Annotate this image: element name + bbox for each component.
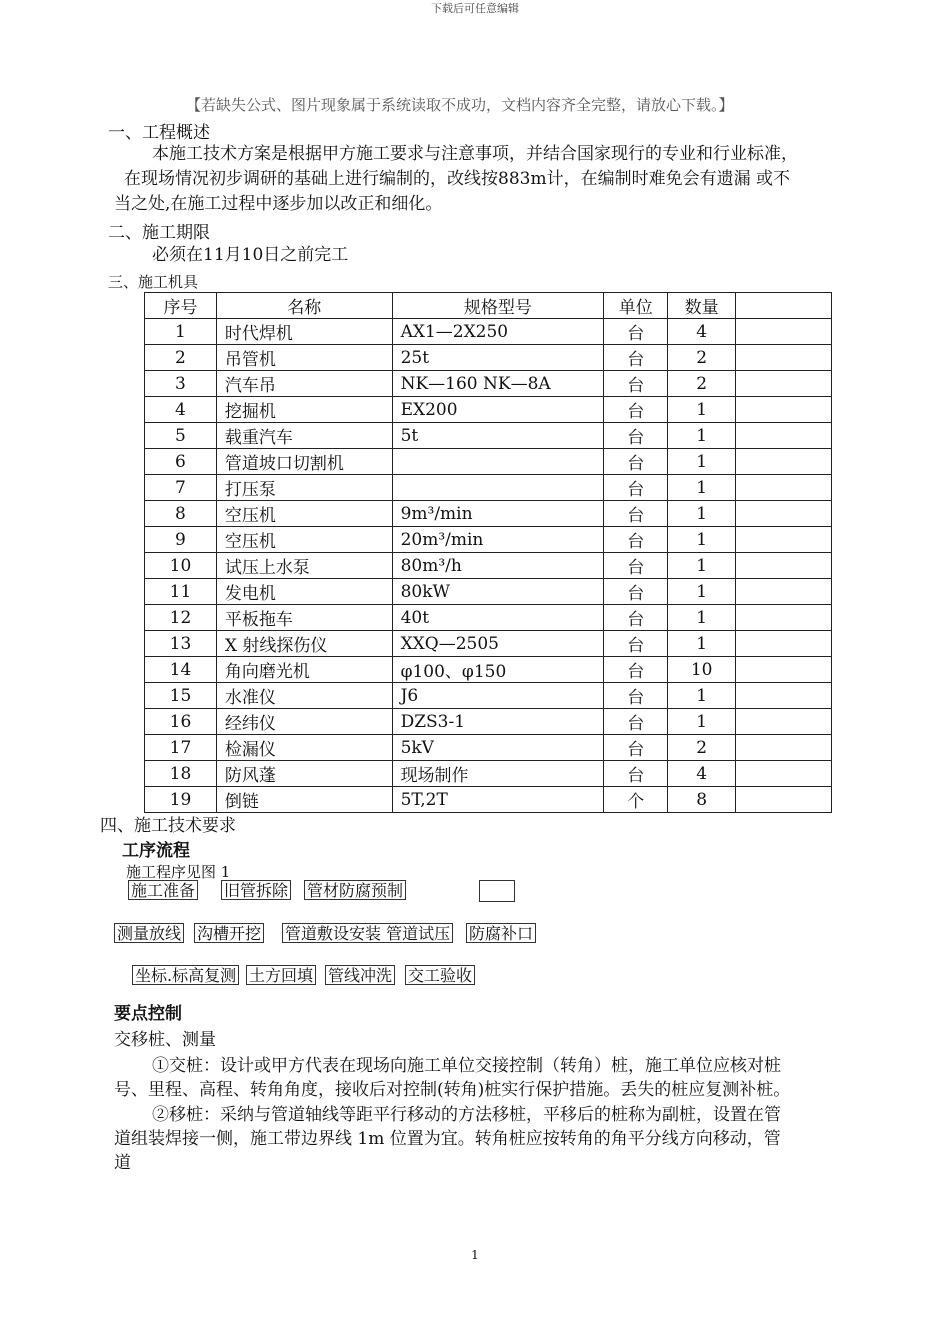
flow-box-backfill: 土方回填 — [246, 965, 316, 985]
overview-line-3: 当之处,在施工过程中逐步加以改正和细化。 — [114, 194, 443, 214]
cell-blank — [736, 631, 832, 657]
pile-move-line-2: 道组装焊接一侧，施工带边界线 1m 位置为宜。转角桩应按转角的角平分线方向移动，管 — [114, 1129, 781, 1149]
pile-handover-line-1: ①交桩：设计或甲方代表在现场向施工单位交接控制（转角）桩，施工单位应核对桩 — [152, 1056, 781, 1076]
cell-name: 空压机 — [216, 501, 392, 527]
cell-spec: 80m³/h — [392, 553, 604, 579]
cell-blank — [736, 553, 832, 579]
cell-qty: 1 — [668, 397, 736, 423]
cell-qty: 1 — [668, 475, 736, 501]
table-row — [145, 449, 832, 475]
cell-spec: 5kV — [392, 735, 604, 761]
table-row — [145, 709, 832, 735]
col-header-name: 名称 — [216, 293, 392, 319]
col-header-spec: 规格型号 — [392, 293, 604, 319]
cell-name: 平板拖车 — [216, 605, 392, 631]
cell-name: 空压机 — [216, 527, 392, 553]
cell-unit: 台 — [604, 371, 668, 397]
table-row — [145, 761, 832, 787]
cell-qty: 8 — [668, 787, 736, 813]
cell-spec: AX1—2X250 — [392, 319, 604, 345]
cell-spec: 25t — [392, 345, 604, 371]
table-row — [145, 579, 832, 605]
cell-blank — [736, 371, 832, 397]
cell-no: 6 — [145, 449, 217, 475]
cell-name: 管道坡口切割机 — [216, 449, 392, 475]
cell-unit: 台 — [604, 657, 668, 683]
cell-spec: 9m³/min — [392, 501, 604, 527]
cell-qty: 1 — [668, 683, 736, 709]
table-row — [145, 397, 832, 423]
cell-unit: 台 — [604, 397, 668, 423]
cell-spec: NK—160 NK—8A — [392, 371, 604, 397]
cell-qty: 1 — [668, 709, 736, 735]
col-header-qty: 数量 — [668, 293, 736, 319]
cell-qty: 4 — [668, 319, 736, 345]
flow-box-remove-old-pipe: 旧管拆除 — [221, 880, 291, 900]
col-header-unit: 单位 — [604, 293, 668, 319]
cell-name: 水准仪 — [216, 683, 392, 709]
table-row — [145, 319, 832, 345]
cell-no: 19 — [145, 787, 217, 813]
flow-box-prep: 施工准备 — [128, 880, 198, 900]
cell-blank — [736, 761, 832, 787]
cell-qty: 1 — [668, 423, 736, 449]
cell-no: 17 — [145, 735, 217, 761]
cell-unit: 台 — [604, 683, 668, 709]
cell-name: 载重汽车 — [216, 423, 392, 449]
table-header-row — [145, 293, 832, 319]
cell-unit: 台 — [604, 553, 668, 579]
cell-spec: φ100、φ150 — [392, 657, 604, 683]
cell-spec: J6 — [392, 683, 604, 709]
overview-line-2: 在现场情况初步调研的基础上进行编制的，改线按883m计，在编制时难免会有遗漏 或不 — [124, 169, 790, 189]
cell-blank — [736, 683, 832, 709]
flow-title: 工序流程 — [122, 841, 190, 861]
pile-move-line-1: ②移桩：采纳与管道轴线等距平行移动的方法移桩，平移后的桩称为副桩，设置在管 — [152, 1105, 781, 1125]
flow-box-recheck: 坐标.标高复测 — [132, 965, 239, 985]
cell-no: 14 — [145, 657, 217, 683]
cell-unit: 台 — [604, 501, 668, 527]
cell-blank — [736, 449, 832, 475]
cell-blank — [736, 527, 832, 553]
cell-no: 12 — [145, 605, 217, 631]
key-control-title: 要点控制 — [114, 1004, 182, 1024]
cell-name: 吊管机 — [216, 345, 392, 371]
flow-box-pipe-coating: 管材防腐预制 — [304, 880, 406, 900]
overview-line-1: 本施工技术方案是根据甲方施工要求与注意事项，并结合国家现行的专业和行业标准， — [152, 144, 798, 164]
table-row — [145, 371, 832, 397]
cell-unit: 台 — [604, 345, 668, 371]
cell-unit: 台 — [604, 709, 668, 735]
flow-box-empty — [479, 880, 515, 902]
cell-blank — [736, 345, 832, 371]
cell-blank — [736, 579, 832, 605]
cell-no: 11 — [145, 579, 217, 605]
flow-box-trench: 沟槽开挖 — [194, 923, 264, 943]
cell-unit: 台 — [604, 449, 668, 475]
equipment-table — [144, 292, 832, 813]
table-row — [145, 527, 832, 553]
cell-spec: 20m³/min — [392, 527, 604, 553]
cell-blank — [736, 657, 832, 683]
cell-name: 防风蓬 — [216, 761, 392, 787]
cell-blank — [736, 709, 832, 735]
flow-box-joint-coating: 防腐补口 — [466, 923, 536, 943]
table-row — [145, 553, 832, 579]
cell-unit: 个 — [604, 787, 668, 813]
section-2-title: 二、施工期限 — [108, 223, 210, 243]
cell-no: 5 — [145, 423, 217, 449]
cell-unit: 台 — [604, 735, 668, 761]
cell-qty: 2 — [668, 345, 736, 371]
cell-name: 挖掘机 — [216, 397, 392, 423]
cell-spec: EX200 — [392, 397, 604, 423]
cell-qty: 2 — [668, 371, 736, 397]
section-3-title: 三、施工机具 — [108, 273, 199, 291]
cell-blank — [736, 423, 832, 449]
table-row — [145, 475, 832, 501]
cell-unit: 台 — [604, 761, 668, 787]
flow-box-acceptance: 交工验收 — [405, 965, 475, 985]
cell-name: X 射线探伤仪 — [216, 631, 392, 657]
col-header-no: 序号 — [145, 293, 217, 319]
cell-no: 13 — [145, 631, 217, 657]
cell-no: 1 — [145, 319, 217, 345]
cell-no: 15 — [145, 683, 217, 709]
cell-name: 角向磨光机 — [216, 657, 392, 683]
pile-move-line-3: 道 — [114, 1153, 131, 1173]
cell-qty: 2 — [668, 735, 736, 761]
cell-qty: 1 — [668, 553, 736, 579]
cell-no: 10 — [145, 553, 217, 579]
page-header: 下载后可任意编辑 — [431, 2, 519, 15]
cell-no: 2 — [145, 345, 217, 371]
download-notice: 【若缺失公式、图片现象属于系统读取不成功，文档内容齐全完整，请放心下载。】 — [186, 96, 734, 114]
flow-caption: 施工程序见图 1 — [126, 863, 231, 881]
cell-spec: XXQ—2505 — [392, 631, 604, 657]
table-row — [145, 501, 832, 527]
cell-spec: 80kW — [392, 579, 604, 605]
cell-qty: 1 — [668, 501, 736, 527]
cell-no: 8 — [145, 501, 217, 527]
cell-spec — [392, 449, 604, 475]
cell-no: 16 — [145, 709, 217, 735]
cell-no: 18 — [145, 761, 217, 787]
cell-unit: 台 — [604, 631, 668, 657]
flow-box-pipe-install-test: 管道敷设安装 管道试压 — [282, 923, 453, 943]
cell-unit: 台 — [604, 475, 668, 501]
cell-blank — [736, 475, 832, 501]
cell-no: 9 — [145, 527, 217, 553]
table-row — [145, 423, 832, 449]
cell-unit: 台 — [604, 319, 668, 345]
cell-blank — [736, 319, 832, 345]
cell-blank — [736, 735, 832, 761]
cell-spec: 5t — [392, 423, 604, 449]
deadline-text: 必须在11月10日之前完工 — [152, 245, 349, 265]
cell-unit: 台 — [604, 605, 668, 631]
cell-name: 试压上水泵 — [216, 553, 392, 579]
cell-qty: 1 — [668, 527, 736, 553]
cell-unit: 台 — [604, 527, 668, 553]
col-header-blank — [736, 293, 832, 319]
cell-blank — [736, 605, 832, 631]
flow-box-flush: 管线冲洗 — [325, 965, 395, 985]
cell-name: 经纬仪 — [216, 709, 392, 735]
cell-qty: 10 — [668, 657, 736, 683]
cell-blank — [736, 787, 832, 813]
cell-spec: 现场制作 — [392, 761, 604, 787]
cell-no: 4 — [145, 397, 217, 423]
cell-name: 倒链 — [216, 787, 392, 813]
cell-qty: 1 — [668, 579, 736, 605]
cell-qty: 4 — [668, 761, 736, 787]
table-row — [145, 683, 832, 709]
cell-qty: 1 — [668, 449, 736, 475]
cell-name: 打压泵 — [216, 475, 392, 501]
cell-no: 3 — [145, 371, 217, 397]
table-row — [145, 345, 832, 371]
cell-name: 发电机 — [216, 579, 392, 605]
page-number: 1 — [471, 1248, 479, 1262]
section-4-title: 四、施工技术要求 — [100, 816, 236, 836]
cell-qty: 1 — [668, 605, 736, 631]
cell-spec: 5T,2T — [392, 787, 604, 813]
cell-name: 时代焊机 — [216, 319, 392, 345]
flow-box-survey: 测量放线 — [114, 923, 184, 943]
cell-spec: DZS3-1 — [392, 709, 604, 735]
cell-name: 汽车吊 — [216, 371, 392, 397]
cell-no: 7 — [145, 475, 217, 501]
table-row — [145, 605, 832, 631]
pile-survey-subtitle: 交移桩、测量 — [114, 1030, 216, 1050]
cell-unit: 台 — [604, 579, 668, 605]
cell-name: 检漏仪 — [216, 735, 392, 761]
table-row — [145, 657, 832, 683]
section-1-title: 一、工程概述 — [108, 123, 210, 143]
cell-blank — [736, 501, 832, 527]
cell-blank — [736, 397, 832, 423]
cell-spec — [392, 475, 604, 501]
cell-spec: 40t — [392, 605, 604, 631]
table-row — [145, 735, 832, 761]
cell-qty: 1 — [668, 631, 736, 657]
table-row — [145, 631, 832, 657]
cell-unit: 台 — [604, 423, 668, 449]
table-row — [145, 787, 832, 813]
pile-handover-line-2: 号、里程、高程、转角角度，接收后对控制(转角)桩实行保护措施。丢失的桩应复测补桩。 — [114, 1080, 791, 1100]
